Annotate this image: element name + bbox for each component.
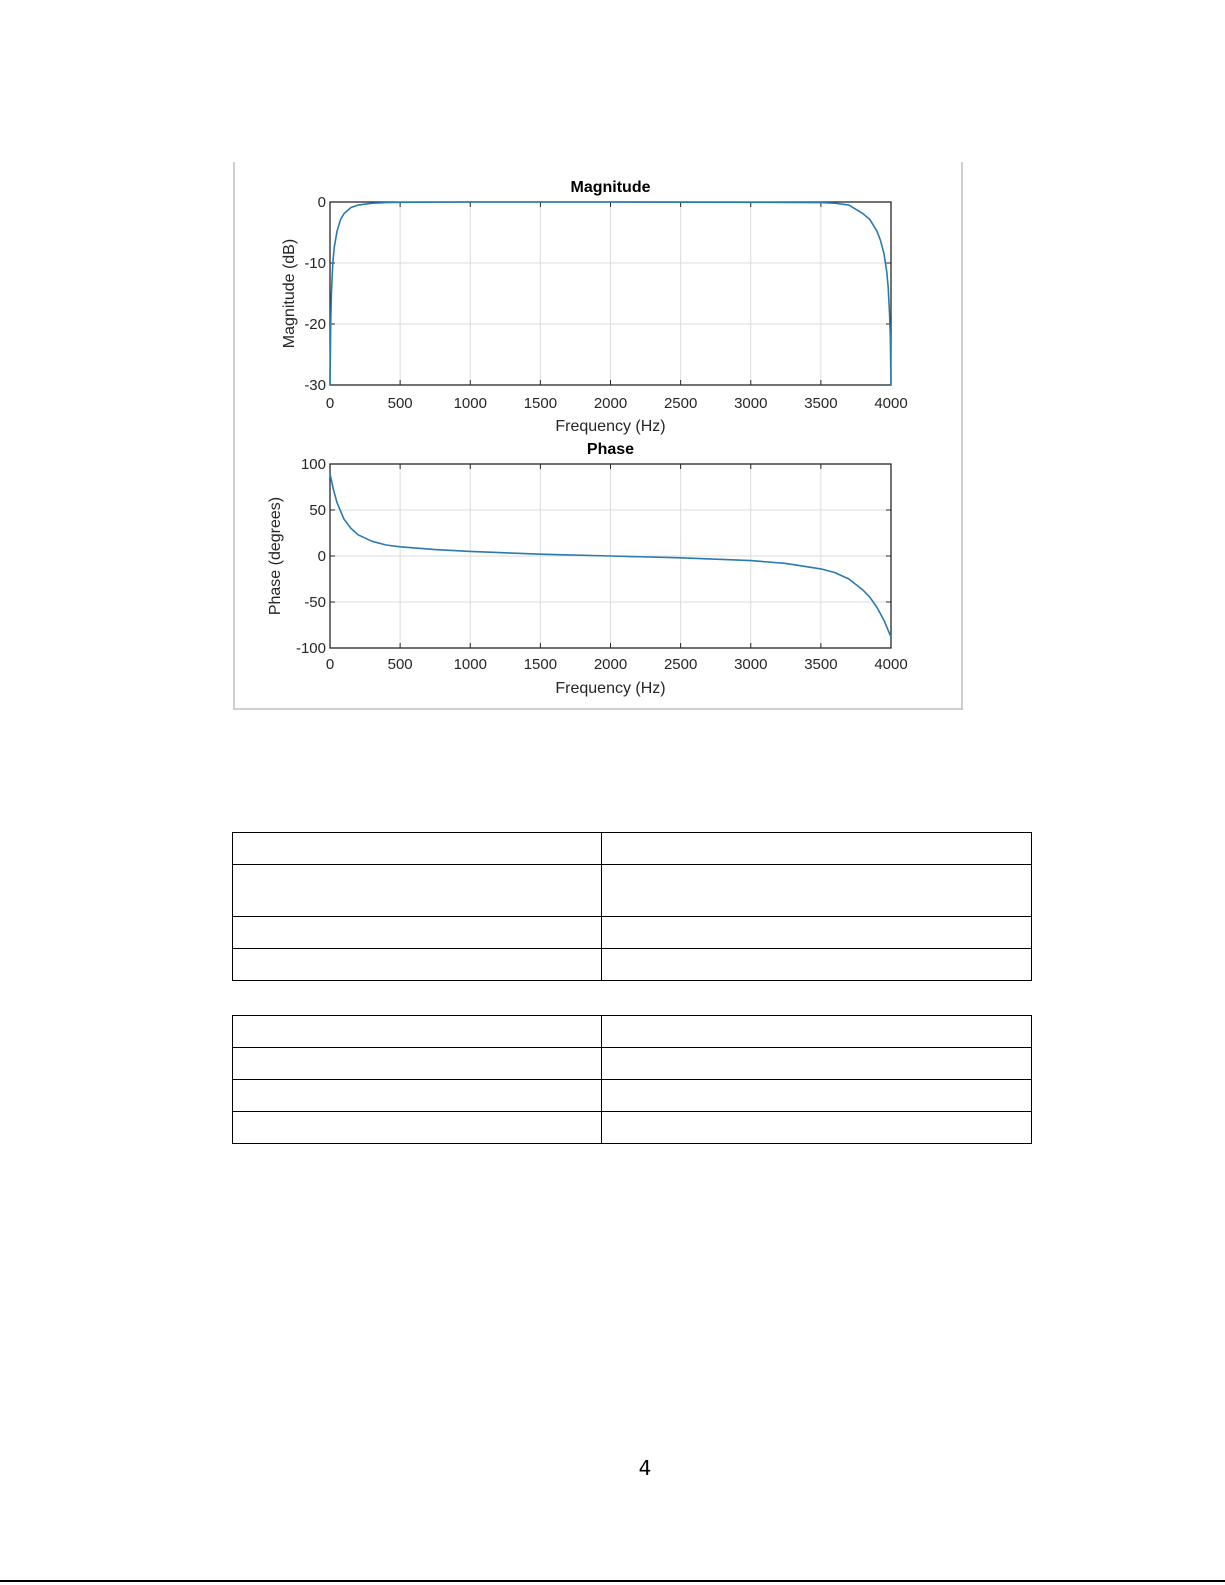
x-tick-label: 1500	[523, 395, 558, 412]
table-cell	[233, 917, 602, 949]
x-tick-label: 3000	[734, 395, 768, 412]
magnitude-plot	[281, 179, 908, 435]
table-cell	[233, 1048, 602, 1080]
x-tick-label: 3000	[734, 656, 768, 673]
table-cell	[233, 1016, 602, 1048]
y-tick-label: 0	[317, 548, 326, 565]
table-cell	[602, 1080, 1032, 1112]
table-cell	[602, 1016, 1032, 1048]
chart-title: Magnitude	[570, 179, 651, 196]
table-cell	[233, 1112, 602, 1144]
x-tick-label: 0	[325, 656, 335, 673]
table-cell	[602, 865, 1032, 917]
x-tick-label: 2000	[593, 656, 628, 673]
x-tick-label: 500	[387, 395, 413, 412]
table-2	[232, 1015, 1032, 1144]
x-tick-label: 1500	[523, 656, 558, 673]
table-cell	[602, 917, 1032, 949]
table-row	[233, 833, 1032, 865]
table-row	[233, 1016, 1032, 1048]
table-cell	[233, 865, 602, 917]
y-tick-label: -30	[304, 377, 326, 394]
x-tick-label: 0	[325, 395, 335, 412]
y-axis-label: Magnitude (dB)	[281, 238, 298, 349]
y-tick-label: 0	[317, 194, 326, 211]
chart-title: Phase	[586, 441, 635, 458]
x-tick-label: 500	[387, 656, 413, 673]
page-number: 4	[638, 1456, 652, 1480]
table-row	[233, 1048, 1032, 1080]
x-tick-label: 3500	[804, 656, 838, 673]
table-row	[233, 865, 1032, 917]
table-row	[233, 1112, 1032, 1144]
table-cell	[233, 833, 602, 865]
x-tick-label: 1000	[453, 656, 487, 673]
y-tick-label: -100	[295, 640, 326, 657]
x-axis-label: Frequency (Hz)	[555, 418, 666, 435]
y-axis-label: Phase (degrees)	[267, 496, 284, 616]
x-tick-label: 2000	[593, 395, 628, 412]
x-tick-label: 4000	[874, 656, 908, 673]
table-row	[233, 917, 1032, 949]
y-tick-label: 50	[309, 502, 326, 519]
table-cell	[233, 949, 602, 981]
y-tick-label: 100	[300, 456, 326, 473]
y-tick-label: -20	[304, 316, 326, 333]
table-cell	[602, 949, 1032, 981]
x-tick-label: 3500	[804, 395, 838, 412]
table-cell	[602, 833, 1032, 865]
y-tick-label: -50	[304, 594, 326, 611]
table-1	[232, 832, 1032, 981]
table-cell	[233, 1080, 602, 1112]
x-tick-label: 1000	[453, 395, 487, 412]
table-row	[233, 1080, 1032, 1112]
table-cell	[602, 1048, 1032, 1080]
x-tick-label: 2500	[663, 395, 698, 412]
x-tick-label: 2500	[663, 656, 698, 673]
x-tick-label: 4000	[874, 395, 908, 412]
frequency-response-figure	[0, 0, 1225, 760]
phase-plot	[267, 441, 908, 697]
table-cell	[602, 1112, 1032, 1144]
x-axis-label: Frequency (Hz)	[555, 680, 666, 697]
y-tick-label: -10	[304, 255, 326, 272]
bottom-rule	[0, 1580, 1225, 1582]
table-row	[233, 949, 1032, 981]
